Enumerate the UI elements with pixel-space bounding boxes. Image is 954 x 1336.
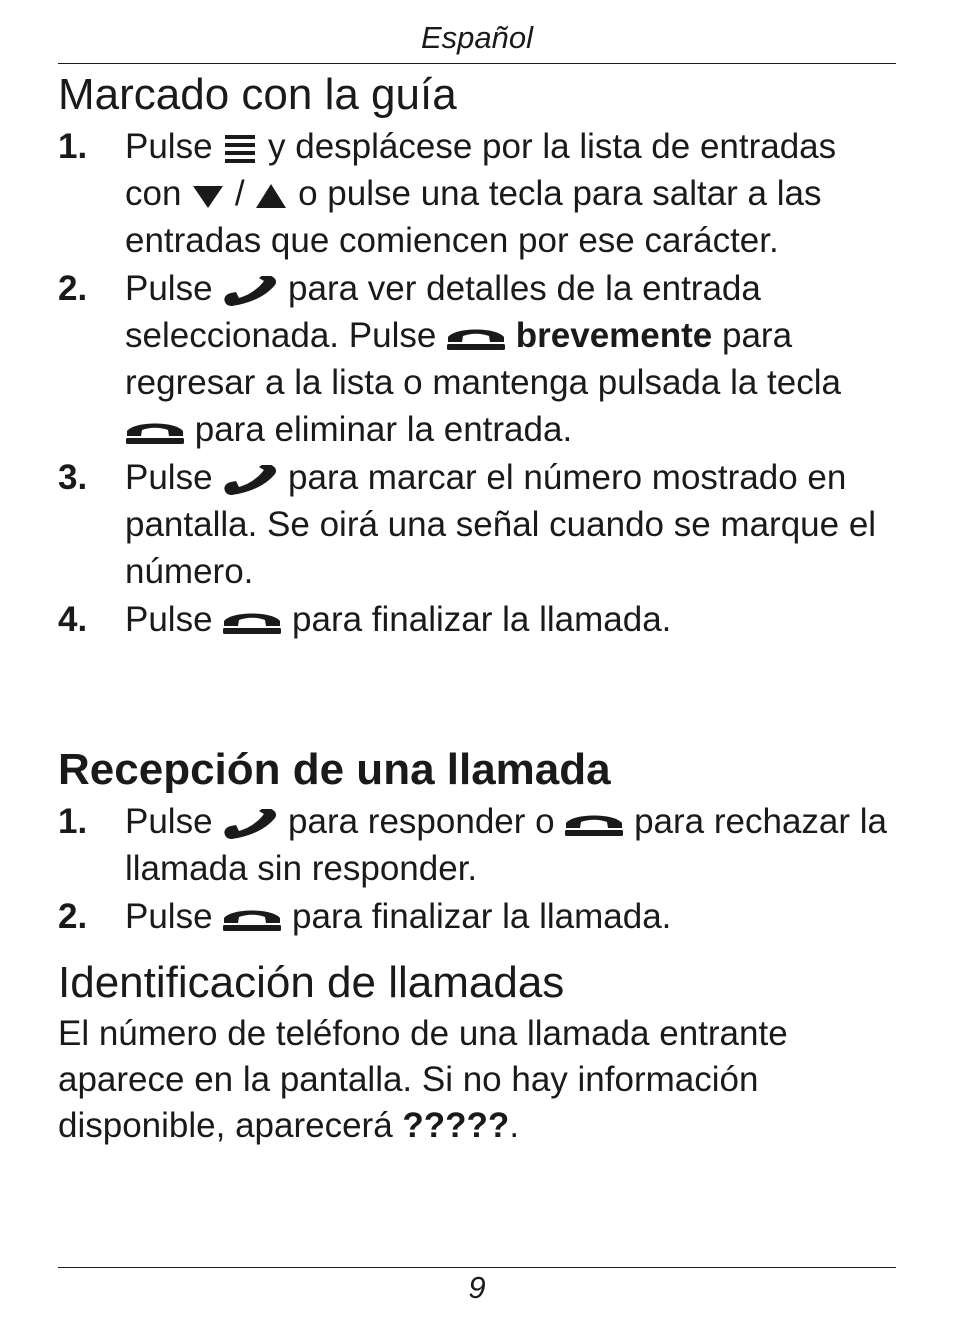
step-text: Pulse (125, 600, 213, 639)
step-item (58, 596, 896, 643)
step-text: para finalizar la llamada. (292, 897, 672, 936)
step-text: para eliminar la entrada. (194, 410, 573, 449)
step-text: Pulse (125, 458, 213, 497)
step-number: 4. (58, 600, 88, 639)
running-header: Español (420, 20, 534, 55)
body-text: . (509, 1106, 520, 1145)
end-call-key-icon (222, 609, 282, 635)
step-item (58, 798, 896, 892)
step-item (58, 893, 896, 940)
step-number: 1. (58, 127, 88, 166)
step-text: y desplácese por la lista de entradas con (125, 127, 837, 213)
call-key-icon (222, 465, 278, 495)
emphasis-text: brevemente (515, 316, 713, 355)
step-number: 3. (58, 458, 88, 497)
arrow-up-icon (254, 182, 288, 210)
section-dialing-from-directory (58, 67, 896, 644)
step-text: Pulse (125, 897, 213, 936)
step-text: Pulse (125, 127, 213, 166)
section-title: Marcado con la guía (58, 70, 457, 119)
body-paragraph (58, 1011, 896, 1149)
step-text: para rechazar la llamada sin responder. (125, 802, 887, 888)
step-text: o pulse una tecla para saltar a las entradas que comiencen por ese carácter. (125, 174, 822, 260)
section-title: Recepción de una llamada (58, 745, 611, 794)
step-text: para responder o (288, 802, 555, 841)
step-number: 1. (58, 802, 88, 841)
section-receiving-call (58, 742, 896, 941)
section-caller-id (58, 955, 896, 1149)
end-call-key-icon (564, 811, 624, 837)
step-item (58, 454, 896, 595)
manual-page (58, 0, 896, 1336)
menu-icon (222, 132, 258, 166)
end-call-key-icon (125, 419, 185, 445)
step-text: Pulse (125, 269, 213, 308)
step-number: 2. (58, 269, 88, 308)
end-call-key-icon (446, 325, 506, 351)
page-number: 9 (468, 1270, 486, 1305)
section-title: Identificación de llamadas (58, 958, 565, 1007)
step-item (58, 265, 896, 453)
unknown-number-placeholder: ????? (402, 1106, 510, 1145)
step-text: para marcar el número mostrado en pantalla. Se oirá una señal cuando se marque el número. (125, 458, 877, 591)
steps-list (58, 798, 896, 940)
call-key-icon (222, 276, 278, 306)
call-key-icon (222, 809, 278, 839)
step-text: para finalizar la llamada. (292, 600, 672, 639)
steps-list (58, 123, 896, 643)
step-text: Pulse (125, 802, 213, 841)
step-text: / (234, 174, 245, 213)
arrow-down-icon (191, 182, 225, 210)
step-number: 2. (58, 897, 88, 936)
body-text: El número de teléfono de una llamada entrante aparece en la pantalla. Si no hay información disponible, aparecerá (58, 1014, 788, 1145)
step-text: para ver detalles de la entrada seleccionada. Pulse (125, 269, 761, 355)
step-item (58, 123, 896, 264)
step-text: para regresar a la lista o mantenga pulsada la tecla (125, 316, 841, 402)
end-call-key-icon (222, 906, 282, 932)
header-rule (58, 63, 896, 64)
